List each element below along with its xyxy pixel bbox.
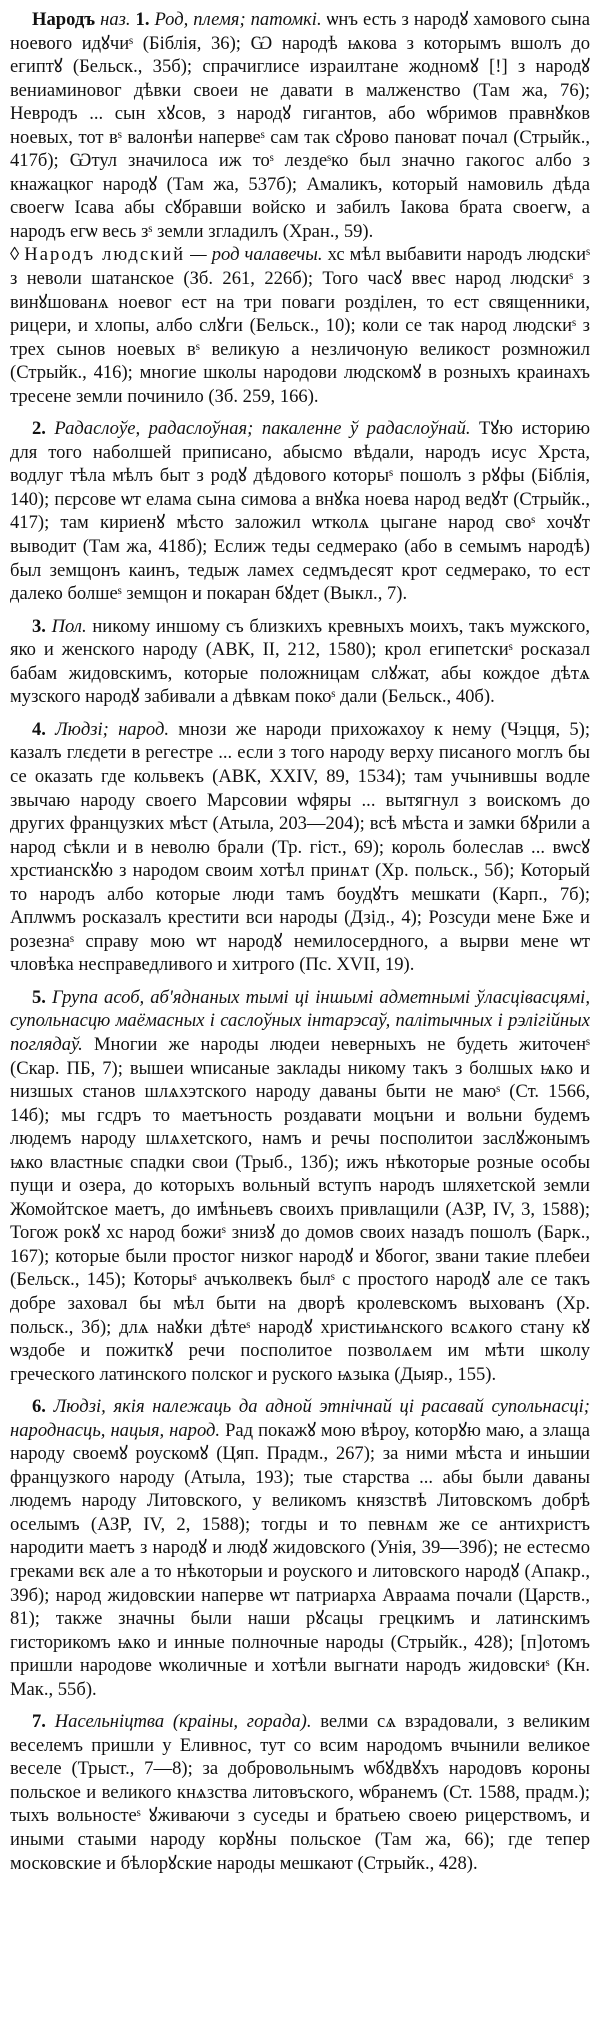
sense-7 — [10, 1710, 590, 1875]
sense-4 — [10, 718, 590, 977]
headword: Народъ — [32, 9, 96, 30]
sense-number: 6. — [32, 1396, 46, 1418]
sense-citations: Многии же народы людеи неверныхъ не будеть житоченˢ (Скар. ПБ, 7); вышеи ѡписаные заклады никому такъ з болшых ѩко и низшых станов шлѧхэтского народу даваны быти не маюˢ (Ст. 1566, 14б); мы гсдръ то маетъность роздавати моцъни и вольни будемъ людемъ народу шлѧхетского, намъ и речы посполитои заслꙋжонымъ ѩко властныє спадки свои (Трыб., 13б); ижъ нѣкоторые розные особы пущи и озера, до которыхъ вольный вступъ народъ шляхетской земли Жомойтское маетъ, до имѣньевъ своихъ привлащили (АЗР, ІV, 3, 1588); Тогож рокꙋ хс народ божиˢ знизꙋ до домов своих назадъ пошолъ (Барк., 167); которые были простог низког народꙋ и ꙋбогог, звани такие плебеи (Бельск., 145); Которыˢ ачъколвекъ былˢ с простого народꙋ але се такъ добре заховал бы мѣл быти на дворѣ кролевскомъ выхованъ (Хр. польск., 3б); длѧ наꙋки дѣтеˢ народꙋ христиѩнского всѧкого стану кꙋ ѡздобе и пожиткꙋ речи посполитое позволѧем им мѣти школу греческого латинского полског и руского ѩзыка (Дыяр., 155). — [10, 1033, 590, 1385]
sense-citations: ѡнъ есть з народꙋ хамового сына ноевого идꙋчиˢ (Біблія, 36); Ѡ народѣ ѩкова з которымъ вшолъ до египтꙋ (Бельск., 35б); спрачиглисе израилтане жодномꙋ [!] з народꙋ вениаминовог дѣвки своеи не давати в малженство (Там жа, 76); Невродъ ... сын хꙋсов, з народꙋ гигантов, або ѡбримов правнꙋков ноевых, тот вˢ валонѣи напервеˢ сам так сꙋрово пановат почал (Стрыйк., 417б); Ѡтул значилоса иж тоˢ лездеˢко был значно гакогос албо з кнажацког народꙋ (Там жа, 537б); Амаликъ, который намовиль дѣда своегѡ Ісава абы сꙋбравши войско и забилъ Іакова брата своегѡ, а народъ егѡ весь зˢ земли згладилъ (Хран., 59). — [10, 9, 591, 242]
phrase: Народъ людский — [24, 244, 186, 266]
sense-citations: велми сѧ взрадовали, з великим веселемъ пришли у Еливнос, тут со всим народомъ вчынили великое веселе (Трыст., 7—8); за добровольнымъ ѡбꙋдвꙋхъ народовъ короны польское и великого кнѧзства литовъского, ѡбранемъ (Ст. 1588, прадм.); тыхъ вольностеˢ ꙋживаючи з суседы и братьею своею рицерствомъ, и иными стаыми народу корꙋны польское (Там жа, 66); где тепер московские и бѣлорꙋские народы мешкают (Стрыйк., 428). — [10, 1711, 590, 1874]
sense-gloss: Людзі; народ. — [55, 718, 170, 740]
phrase-citations: хс мѣл выбавити народъ людскиˢ з неволи шатанское (Зб. 261, 226б); Того часꙋ ввес народ людскиˢ з винꙋшованѧ ноевог ест на три поваги розділен, то ест священники, рицери, и хлопы, албо слꙋги (Бельск., 10); коли се так народ людскиˢ з трех сынов ноевых вˢ великую а незличоную великост розмножил (Стрыйк., 416); многие школы народови людскомꙋ в розныхъ краинахъ тресене земли починило (Зб. 259, 166). — [10, 244, 591, 407]
sense-3 — [10, 615, 590, 709]
sense-gloss: Род, племя; патомкі. — [154, 9, 322, 30]
dictionary-entry — [10, 8, 590, 1875]
sense-citations: Рад покажꙋ мою вѣроу, которꙋю маю, а злаща народу своемꙋ роускомꙋ (Цяп. Прадм., 267); за ними мѣста и иньшии французкого народу (Атыла, 193); тые старства ... абы были даваны людемъ народу Литовского, у великомъ князствѣ Литовскомъ добрѣ оселымъ (АЗР, IV, 2, 1588); тогды и то певнѧм же се антихристъ народити маетъ з народꙋ и людꙋ жидовского (Унія, 39—39б); не естесмо греками вєк але а то нѣкоторыи и роуского и литовского народꙋ (Апакр., 39б); народ жидовскии наперве ѡт патриарха Авраама почали (Царств., 81); также значны были наши рꙋсацы грецкимъ и латинскимъ гисторикомъ ѩко и инные полночные народы (Стрыйк., 428); [п]отомъ пришли народове ѡколичные и хотѣли выгнати народъ жидовскиˢ (Кн. Мак., 55б). — [10, 1419, 590, 1700]
phrase-block — [10, 243, 590, 408]
sense-number: 2. — [32, 418, 46, 440]
sense-gloss: Насельніцтва (краіны, горада). — [54, 1711, 312, 1733]
sense-number: 7. — [32, 1711, 46, 1733]
sense-gloss: Група асоб, аб'яднаных тымі ці іншымі адметнымі ўласцівасцямі, супольнасцю маёмасных і саслоўных інтарэсаў, палітычных і рэлігійных поглядаў. — [10, 986, 590, 1055]
sense-gloss: Людзі, якія належаць да адной этнічнай ці расавай супольнасці; народнасць, нацыя, народ. — [10, 1396, 590, 1441]
sense-5 — [10, 986, 590, 1386]
phrase-marker: ◊ — [10, 244, 20, 266]
sense-citations: Тꙋю историю для того наболшей приписано, абысмо вѣдали, народъ исус Хрста, водлуг тѣла мѣлъ быт з родꙋ дѣдового которыˢ пошолъ з рꙋфы (Біблія, 140); пєрсове ѡт елама сына симова а внꙋка ноева народ ведꙋт (Стрыйк., 417); там кириенꙋ мѣсто заложил ѡтколѧ цыгане народ своˢ хочꙋт выводит (Там жа, 418б); Еслиж теды седмерако (або в семымъ народѣ) был земщонъ каинъ, тедыж ламех седмъдесят крот седмерако, то ест далеко болшеˢ земщон и покаран бꙋдет (Выкл., 7). — [10, 418, 591, 605]
sense-number: 1. — [135, 9, 150, 30]
sense-number: 3. — [32, 615, 46, 637]
sense-1 — [10, 8, 590, 243]
sense-citations: мнози же народи прихожахоу к нему (Чэцця, 5); казалъ глєдети в регестре ... если з того народу верху писаного моглъ бы се оказать где кольвекъ (АВК, XXIV, 89, 1534); там учынившы водле звычаю народу своего Марсовии ѡфяры ... вытягнул з воискомъ до других французких мѣст (Атыла, 203—204); всѣ мѣста и замки бꙋрили а народ сѣкли и в неволю брали (Тр. гіст., 69); король болеслав ... вѡсꙋ хрстианскꙋю з народом своим хотѣл принѧт (Хр. польск., 5б); Который то народъ албо которые люди тамъ боудꙋтъ мешкати (Карп., 7б); Аплѡмъ росказалъ крестити вси народы (Дзід., 4); Розсуди мене Бже и розезнаˢ справу мою ѡт народꙋ немилосердного, а вырви мене ѡт чловѣка несправедливого и хитрого (Пс. XVII, 19). — [10, 718, 590, 976]
sense-6 — [10, 1395, 590, 1701]
sense-gloss: Радаслоўе, радаслоўная; пакаленне ў радаслоўнай. — [54, 418, 471, 440]
sense-citations: никому иншому съ близкихъ кревныхъ моихъ, такъ мужского, яко и женского народу (АВК, ІІ, 212, 1580); крол египетскиˢ росказал бабам жидовскимъ, которые положницам слꙋжат, абы кождое дѣтѧ музского народꙋ забивали а дѣвкам покоˢ дали (Бельск., 40б). — [10, 615, 591, 708]
phrase-gloss: — род чалавечы. — [190, 244, 323, 266]
sense-number: 4. — [32, 718, 46, 740]
sense-2 — [10, 417, 590, 605]
sense-number: 5. — [32, 986, 46, 1008]
sense-gloss: Пол. — [51, 615, 87, 637]
grammar-label: наз. — [100, 9, 131, 30]
